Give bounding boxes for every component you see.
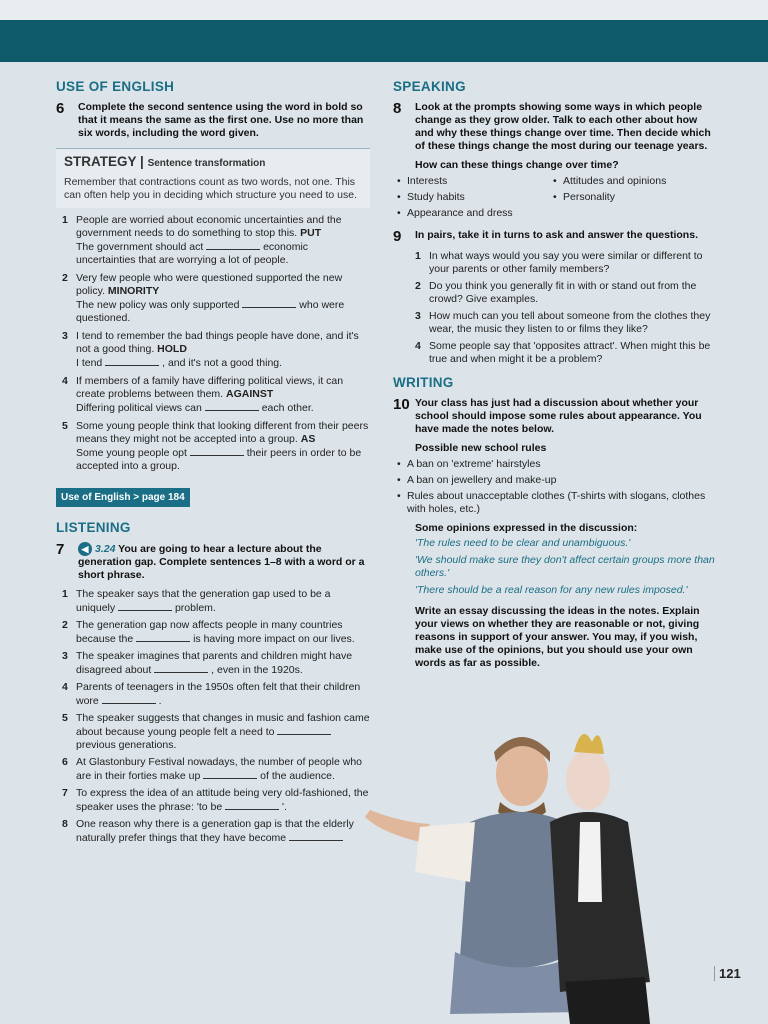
transformation-item — [62, 375, 370, 415]
prompt-item: • Appearance and dress — [407, 207, 559, 220]
listening-instruction: You are going to hear a lecture about the generation gap. Complete sentences 1–8 with a word or a short phrase. — [78, 542, 365, 581]
exercise-10 — [393, 397, 715, 436]
writing-title: WRITING — [393, 375, 454, 390]
rule-item: • Rules about unacceptable clothes (T-shirts with slogans, clothes with holes, etc.) — [407, 490, 715, 516]
original-sentence: If members of a family have differing political views, it can create problems between them. — [76, 375, 344, 400]
sentence-end: . — [158, 695, 162, 707]
listening-item — [62, 681, 370, 708]
strategy-heading — [64, 155, 362, 170]
item-number: 3 — [62, 650, 68, 662]
mohawk — [574, 734, 604, 754]
original-sentence: Some young people think that looking different from their peers means they might not be accepted into a group. — [76, 420, 369, 445]
exercise-instruction: Your class has just had a discussion about whether your school should impose some rules about appearance. You have made the notes below. — [415, 397, 702, 435]
answer-blank[interactable] — [289, 831, 343, 841]
sentence-start: Parents of teenagers in the 1950s often felt that their children wore — [76, 681, 361, 707]
prompt-item: • Attitudes and opinions — [563, 175, 715, 188]
exercise-6 — [56, 101, 370, 140]
exercise-number: 10 — [393, 396, 410, 413]
answer-blank[interactable] — [205, 401, 259, 411]
audio-icon[interactable]: ◀ — [78, 542, 92, 556]
key-word: AGAINST — [226, 388, 274, 400]
sentence-end: of the audience. — [260, 770, 335, 782]
prompt-item: • Study habits — [407, 191, 559, 204]
sentence-start: The generation gap now affects people in many countries because the — [76, 619, 343, 645]
page-number: 121 — [714, 966, 741, 981]
rule-item: • A ban on 'extreme' hairstyles — [407, 458, 715, 471]
listening-item — [62, 712, 370, 752]
discussion-questions — [393, 250, 715, 366]
answer-blank[interactable] — [118, 601, 172, 611]
answer-blank[interactable] — [277, 725, 331, 735]
prompt-item: • Interests — [407, 175, 559, 188]
exercise-7 — [56, 542, 370, 582]
speaking-subheading: How can these things change over time? — [415, 159, 619, 171]
exercise-8 — [393, 101, 715, 153]
transformation-item — [62, 214, 370, 267]
item-number: 1 — [415, 250, 421, 262]
rewrite-start: Differing political views can — [76, 402, 202, 414]
item-number: 3 — [415, 310, 421, 322]
rewrite-line — [76, 298, 370, 325]
key-word: MINORITY — [107, 285, 160, 297]
rewrite-end: economic uncertainties that are worrying a lot of people. — [76, 241, 309, 266]
question-item — [415, 340, 715, 366]
item-number: 2 — [62, 619, 68, 631]
rewrite-end: their peers in order to be accepted into a group. — [76, 447, 362, 472]
answer-blank[interactable] — [203, 769, 257, 779]
answer-blank[interactable] — [102, 694, 156, 704]
use-of-english-title: USE OF ENGLISH — [56, 79, 175, 94]
listening-list — [56, 588, 370, 845]
opinions-heading: Some opinions expressed in the discussion: — [415, 522, 638, 534]
transformation-item — [62, 272, 370, 325]
key-word: PUT — [300, 227, 322, 239]
rewrite-start: The government should act — [76, 241, 204, 253]
exercise-9 — [393, 229, 715, 244]
question-text: How much can you tell about someone from the clothes they wear, the music they listen to or films they like? — [429, 310, 711, 335]
listening-item — [62, 756, 370, 783]
strategy-subtitle: Sentence transformation — [147, 158, 266, 169]
item-number: 4 — [62, 375, 68, 387]
sentence-start: The speaker suggests that changes in music and fashion came about because young people felt a need to — [76, 712, 370, 738]
listening-item — [62, 588, 370, 615]
transformation-item — [62, 420, 370, 473]
listening-item — [62, 619, 370, 646]
rules-heading: Possible new school rules — [415, 442, 547, 454]
rewrite-line — [76, 356, 370, 370]
listening-title: LISTENING — [56, 520, 131, 535]
essay-task: Write an essay discussing the ideas in the notes. Explain your views on whether they are reasonable or not, giving reasons in support of your answer. You may, if you wish, make use of the opinions, but you should use your own words as far as possible. — [415, 605, 700, 669]
sentence-start: At Glastonbury Festival nowadays, the number of people who are in their forties make up — [76, 756, 362, 782]
rewrite-line — [76, 401, 370, 415]
rules-list — [393, 458, 715, 516]
answer-blank[interactable] — [242, 298, 296, 308]
item-number: 5 — [62, 712, 68, 724]
right-column — [393, 80, 715, 672]
question-text: Do you think you generally fit in with or stand out from the crowd? Give examples. — [429, 280, 697, 305]
opinions-list — [393, 537, 715, 597]
exercise-instruction: Look at the prompts showing some ways in which people change as they grow older. Talk to each other about how and why these things change over time. Then decide which of these things change the most during our teenage years. — [415, 101, 711, 152]
exercise-number: 9 — [393, 228, 402, 245]
original-sentence: I tend to remember the bad things people have done, and it's not a good thing. — [76, 330, 359, 355]
key-word: HOLD — [157, 343, 187, 355]
sentence-start: One reason why there is a generation gap is that the elderly naturally prefer things that they have become — [76, 818, 354, 844]
question-item — [415, 310, 715, 336]
exercise-number: 7 — [56, 541, 65, 558]
item-number: 3 — [62, 330, 68, 342]
item-number: 5 — [62, 420, 68, 432]
rewrite-start: Some young people opt — [76, 447, 187, 459]
listening-item — [62, 650, 370, 677]
rewrite-start: The new policy was only supported — [76, 299, 240, 311]
opinion-quote: 'There should be a real reason for any new rules imposed.' — [415, 584, 688, 596]
item-number: 1 — [62, 214, 68, 226]
answer-blank[interactable] — [190, 446, 244, 456]
answer-blank[interactable] — [225, 800, 279, 810]
item-number: 2 — [62, 272, 68, 284]
top-strip — [0, 0, 768, 20]
sentence-end: problem. — [174, 602, 216, 614]
opinion-quote: 'We should make sure they don't affect certain groups more than others.' — [415, 554, 715, 579]
rewrite-end: , and it's not a good thing. — [162, 357, 283, 369]
exercise-instruction — [78, 542, 370, 582]
rewrite-end: each other. — [261, 402, 314, 414]
speaking-title: SPEAKING — [393, 79, 466, 94]
left-column — [56, 80, 370, 849]
listening-item — [62, 818, 370, 845]
strategy-body: Remember that contractions count as two words, not one. This can often help you in deciding which structure you need to use. — [64, 176, 358, 201]
item-number: 7 — [62, 787, 68, 799]
question-item — [415, 280, 715, 306]
exercise-instruction: In pairs, take it in turns to ask and answer the questions. — [415, 229, 698, 241]
item-number: 4 — [62, 681, 68, 693]
answer-blank[interactable] — [206, 240, 260, 250]
strategy-box — [56, 148, 370, 208]
exercise-number: 6 — [56, 100, 65, 117]
audio-track-ref: 3.24 — [95, 542, 116, 555]
item-number: 8 — [62, 818, 68, 830]
rewrite-line — [76, 446, 370, 473]
rewrite-end: who were questioned. — [76, 299, 345, 324]
answer-blank[interactable] — [136, 632, 190, 642]
opinion-quote: 'The rules need to be clear and unambiguous.' — [415, 537, 631, 549]
rule-item: • A ban on jewellery and make-up — [407, 474, 715, 487]
sentence-end: '. — [282, 801, 287, 813]
transformation-item — [62, 330, 370, 370]
header-bar — [0, 20, 768, 62]
sentence-start: To express the idea of an attitude being very old-fashioned, the speaker uses the phrase: 'to be — [76, 787, 369, 813]
sentence-end: , even in the 1920s. — [211, 664, 303, 676]
prompt-item: • Personality — [563, 191, 715, 204]
change-prompts — [393, 175, 715, 223]
photo-two-men — [360, 722, 730, 1024]
item-number: 1 — [62, 588, 68, 600]
original-sentence: Very few people who were questioned supported the new policy. — [76, 272, 343, 297]
answer-blank[interactable] — [105, 356, 159, 366]
rewrite-line — [76, 240, 370, 267]
original-sentence: People are worried about economic uncertainties and the government needs to do something to stop this. — [76, 214, 342, 239]
item-number: 4 — [415, 340, 421, 352]
question-item — [415, 250, 715, 276]
answer-blank[interactable] — [154, 663, 208, 673]
sentence-start: The speaker imagines that parents and children might have disagreed about — [76, 650, 353, 676]
exercise-number: 8 — [393, 100, 402, 117]
question-text: In what ways would you say you were similar or different to your parents or other family members? — [429, 250, 703, 275]
exercise-instruction: Complete the second sentence using the word in bold so that it means the same as the first one. Use no more than six words, including the word given. — [78, 101, 364, 139]
key-word: AS — [300, 433, 316, 445]
rewrite-start: I tend — [76, 357, 103, 369]
question-text: Some people say that 'opposites attract'. When might this be true and when might it be a problem? — [429, 340, 711, 365]
sentence-end: is having more impact on our lives. — [193, 633, 355, 645]
listening-item — [62, 787, 370, 814]
sentence-start: The speaker says that the generation gap used to be a uniquely — [76, 588, 331, 614]
strategy-title: STRATEGY | — [64, 154, 144, 169]
item-number: 6 — [62, 756, 68, 768]
item-number: 2 — [415, 280, 421, 292]
page-reference-tag[interactable]: Use of English > page 184 — [56, 488, 190, 507]
sentence-end: previous generations. — [76, 739, 177, 751]
transformation-list — [56, 214, 370, 473]
